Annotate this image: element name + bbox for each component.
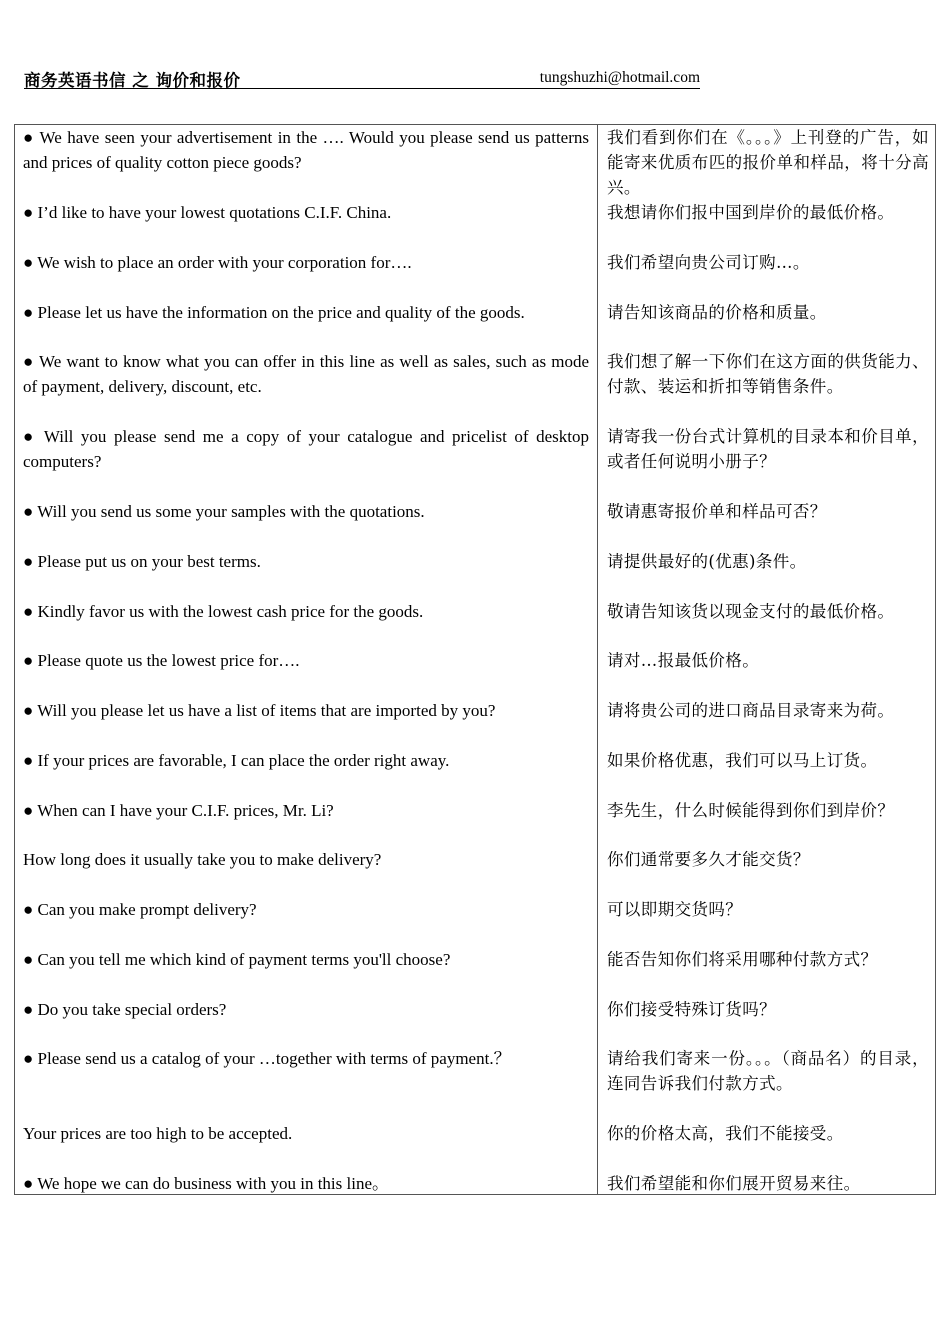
chinese-translation: 李先生，什么时候能得到你们到岸价？ [607,801,895,820]
english-phrase: ● Will you send us some your samples with the quotations. [23,502,425,521]
english-phrase: ● Can you tell me which kind of payment terms you'll choose? [23,950,451,969]
chinese-translation: 如果价格优惠，我们可以马上订货。 [607,751,878,770]
english-phrase: ● Please send us a catalog of your …together with terms of payment.？ [23,1049,511,1068]
chinese-translation: 你的价格太高，我们不能接受。 [607,1124,844,1143]
english-phrase: ● Please quote us the lowest price for…. [23,651,300,670]
chinese-translation: 请给我们寄来一份。。。（商品名）的目录，连同告诉我们付款方式。 [607,1049,929,1093]
chinese-translation: 请将贵公司的进口商品目录寄来为荷。 [607,701,895,720]
chinese-translation: 请对…报最低价格。 [607,651,760,670]
english-phrase: ● I’d like to have your lowest quotations C.I.F. China. [23,203,392,222]
english-phrase: ● Can you make prompt delivery? [23,900,257,919]
chinese-translation: 敬请惠寄报价单和样品可否？ [607,502,827,521]
english-phrase: ● Will you please let us have a list of items that are imported by you? [23,701,496,720]
chinese-translation: 能否告知你们将采用哪种付款方式？ [607,950,878,969]
english-phrase: ● Do you take special orders? [23,1000,227,1019]
phrase-table [14,124,936,1195]
english-phrase: ● When can I have your C.I.F. prices, Mr. Li? [23,801,334,820]
english-phrase: ● If your prices are favorable, I can place the order right away. [23,751,450,770]
english-phrase: ● We want to know what you can offer in this line as well as sales, such as mode of payment, delivery, discount, etc. [23,352,589,396]
english-phrase: ● Kindly favor us with the lowest cash price for the goods. [23,602,424,621]
english-phrase: ● Please let us have the information on the price and quality of the goods. [23,303,525,322]
english-phrase: ● We wish to place an order with your corporation for…. [23,253,412,272]
column-divider [597,125,598,1194]
chinese-translation: 我们看到你们在《。。。》上刊登的广告，如能寄来优质布匹的报价单和样品，将十分高兴。 [607,128,929,197]
english-phrase: ● Please put us on your best terms. [23,552,261,571]
document-header [24,66,700,89]
chinese-translation: 请告知该商品的价格和质量。 [607,303,827,322]
document-title: 商务英语书信 之 询价和报价 [24,71,241,90]
english-phrase: ● We have seen your advertisement in the …. Would you please send us patterns and prices of quality cotton piece goods? [23,128,589,172]
english-phrase: ● We hope we can do business with you in this line。 [23,1174,390,1193]
chinese-translation: 我们想了解一下你们在这方面的供货能力、付款、装运和折扣等销售条件。 [607,352,929,396]
english-phrase: How long does it usually take you to make delivery? [23,850,382,869]
chinese-translation: 敬请告知该货以现金支付的最低价格。 [607,602,895,621]
english-phrase: ● Will you please send me a copy of your catalogue and pricelist of desktop computers? [23,427,589,471]
chinese-translation: 我想请你们报中国到岸价的最低价格。 [607,203,895,222]
author-email: tungshuzhi@hotmail.com [539,69,700,86]
chinese-translation: 请寄我一份台式计算机的目录本和价目单，或者任何说明小册子？ [607,427,929,471]
chinese-translation: 我们希望向贵公司订购…。 [607,253,810,272]
chinese-translation: 我们希望能和你们展开贸易来往。 [607,1174,861,1193]
chinese-translation: 请提供最好的(优惠)条件。 [607,552,807,571]
english-phrase: Your prices are too high to be accepted. [23,1124,293,1143]
chinese-translation: 你们接受特殊订货吗？ [607,1000,776,1019]
chinese-translation: 你们通常要多久才能交货？ [607,850,810,869]
chinese-translation: 可以即期交货吗？ [607,900,743,919]
